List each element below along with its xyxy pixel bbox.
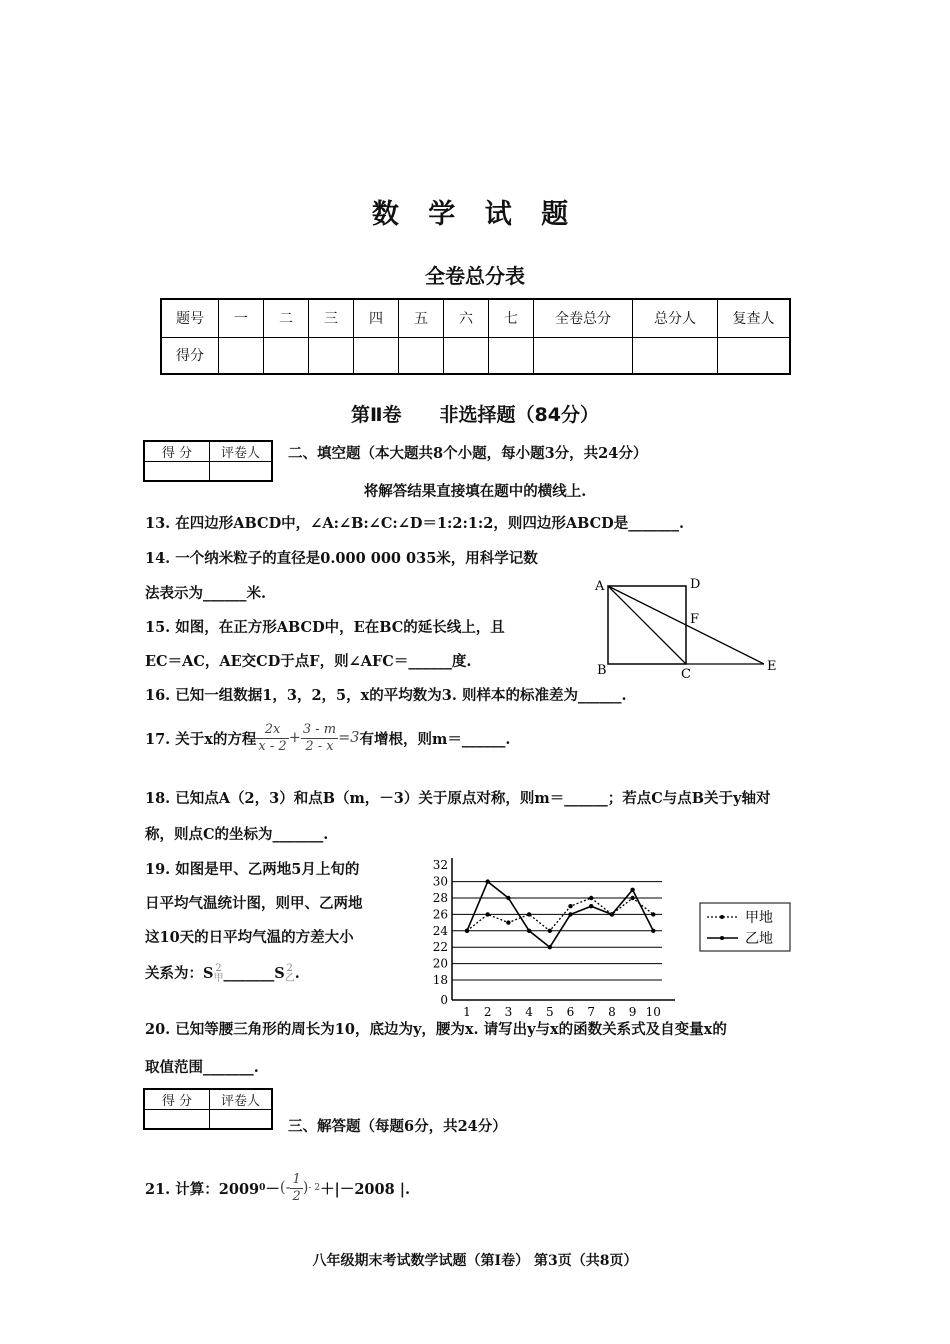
score-cell: 复查人 [718, 299, 791, 337]
x-tick-label: 8 [608, 1005, 616, 1019]
equals-three: =3 [338, 730, 360, 746]
question-19-line4: 关系为：S 2 甲 _______S 2 乙 . [145, 963, 300, 984]
score-cell: 四 [354, 299, 399, 337]
data-point [506, 920, 510, 924]
data-point [589, 896, 593, 900]
score-cell: 全卷总分 [534, 299, 633, 337]
part2-heading: 二、填空题（本大题共8个小题，每小题3分，共24分） [288, 445, 648, 462]
x-tick-label: 7 [587, 1005, 596, 1019]
question-21 [145, 1166, 410, 1210]
score-input-cell[interactable] [399, 337, 444, 374]
grader-table-2 [143, 1088, 273, 1130]
data-point [651, 929, 655, 933]
question-16: 16. 已知一组数据1，3，2，5，x的平均数为3. 则样本的标准差为______. [145, 687, 627, 704]
label-e: E [767, 659, 777, 674]
score-input-cell[interactable] [219, 337, 264, 374]
data-point [527, 912, 531, 916]
question-19-line2: 日平均气温统计图，则甲、乙两地 [145, 895, 363, 912]
grader-cell[interactable] [210, 1110, 273, 1130]
data-point [548, 929, 552, 933]
question-15-line1: 15. 如图，在正方形ABCD中，E在BC的延长线上，且 [145, 619, 505, 636]
question-15-line2: EC＝AC，AE交CD于点F，则∠AFC＝______度. [145, 653, 472, 670]
part3-heading: 三、解答题（每题6分，共24分） [288, 1118, 507, 1135]
data-point [568, 912, 572, 916]
x-tick-label: 5 [545, 1005, 554, 1019]
data-point [630, 888, 634, 892]
y-tick-label: 30 [432, 874, 448, 889]
x-tick-label: 4 [525, 1005, 533, 1019]
y-tick-label: 0 [440, 993, 448, 1007]
score-input-cell[interactable] [264, 337, 309, 374]
label-f: F [690, 612, 700, 627]
x-tick-label: 2 [483, 1005, 492, 1019]
grader-header: 得 分 [144, 441, 210, 462]
legend-label-jia: 甲地 [745, 910, 773, 926]
y-tick-label: 26 [432, 907, 448, 922]
y-tick-label: 20 [432, 956, 448, 971]
x-tick-label: 6 [566, 1005, 575, 1019]
data-point [610, 912, 614, 916]
data-point [465, 929, 469, 933]
score-cell: 五 [399, 299, 444, 337]
y-tick-label: 28 [432, 891, 448, 905]
chart-legend [700, 903, 790, 951]
q21-prefix: 21. 计算：2009 [145, 1180, 260, 1198]
question-18-line2: 称，则点C的坐标为_______. [145, 826, 329, 843]
q21-fraction: $\frac{1}{2}$ [292, 1171, 301, 1204]
q17-fraction-1: $\frac{2x}{x - 2}$ [258, 721, 287, 754]
x-tick-label: 9 [628, 1005, 637, 1019]
question-14-line1: 14. 一个纳米粒子的直径是0.000 000 035米，用科学记数 [145, 550, 538, 567]
score-input-cell[interactable] [718, 337, 791, 374]
total-score-table [160, 298, 791, 375]
y-tick-label: 32 [432, 858, 448, 873]
q21-close: ) [302, 1180, 309, 1196]
score-table-title: 全卷总分表 [425, 264, 525, 288]
part2-instruction: 将解答结果直接填在题中的横线上. [363, 483, 587, 500]
data-point [651, 912, 655, 916]
question-13: 13. 在四边形ABCD中，∠A:∠B:∠C:∠D＝1:2:1:2，则四边形ABCD是_______. [145, 515, 685, 532]
page-title: 数 学 试 题 [371, 199, 579, 230]
score-cell: 一 [219, 299, 264, 337]
score-cell: 题号 [161, 299, 219, 337]
data-point [548, 945, 552, 949]
score-cell: 六 [444, 299, 489, 337]
score-row-label: 得分 [161, 337, 219, 374]
y-tick-label: 24 [432, 923, 448, 938]
score-input-cell[interactable] [444, 337, 489, 374]
x-tick-label: 1 [463, 1005, 471, 1019]
grader-header: 评卷人 [210, 1089, 273, 1110]
label-b: B [597, 663, 607, 678]
grader-cell[interactable] [144, 1110, 210, 1130]
q21-exp0: 0 [259, 1183, 266, 1193]
q21-exp: - 2 [308, 1183, 321, 1193]
plus-sign: + [288, 730, 301, 746]
grader-cell[interactable] [210, 462, 273, 482]
grader-cell[interactable] [144, 462, 210, 482]
q21-minus: － [265, 1180, 280, 1198]
q17-suffix: 有增根，则m＝______. [359, 730, 511, 748]
question-19-line1: 19. 如图是甲、乙两地5月上旬的 [145, 861, 360, 878]
x-tick-label: 3 [504, 1005, 513, 1019]
y-tick-label: 18 [432, 973, 448, 987]
question-17 [145, 716, 510, 760]
q21-open: (- [279, 1180, 291, 1196]
grader-header: 评卷人 [210, 441, 273, 462]
question-19-line3: 这10天的日平均气温的方差大小 [145, 929, 354, 946]
question-18-line1: 18. 已知点A（2，3）和点B（m，－3）关于原点对称，则m＝______；若点C与点B关于y轴对 [145, 790, 771, 807]
q17-fraction-2: $\frac{3 - m}{2 - x}$ [302, 721, 337, 754]
data-point [527, 929, 531, 933]
grader-table [143, 440, 273, 482]
score-cell: 七 [489, 299, 534, 337]
label-d: D [690, 577, 701, 592]
data-point [589, 904, 593, 908]
score-cell: 三 [309, 299, 354, 337]
data-point [486, 879, 490, 883]
score-input-cell[interactable] [309, 337, 354, 374]
q17-prefix: 17. 关于x的方程 [145, 730, 257, 748]
data-point [486, 912, 490, 916]
diagonal-ac [608, 586, 686, 664]
label-c: C [681, 667, 691, 682]
score-input-cell[interactable] [489, 337, 534, 374]
page-footer: 八年级期末考试数学试题（第Ⅰ卷） 第3页（共8页） [312, 1253, 638, 1269]
score-input-cell[interactable] [354, 337, 399, 374]
score-cell: 二 [264, 299, 309, 337]
grader-header: 得 分 [144, 1089, 210, 1110]
score-cell: 总分人 [633, 299, 718, 337]
data-point [568, 904, 572, 908]
data-point [630, 896, 634, 900]
label-a: A [595, 579, 605, 594]
square-figure [590, 572, 790, 682]
q21-suffix: ＋|－2008 |. [320, 1180, 411, 1198]
score-input-cell[interactable] [633, 337, 718, 374]
question-14-line2: 法表示为______米. [145, 585, 267, 602]
question-20-line1: 20. 已知等腰三角形的周长为10，底边为y，腰为x. 请写出y与x的函数关系式及自变量x的 [145, 1021, 727, 1038]
section-heading: 第Ⅱ卷 非选择题（84分） [351, 404, 599, 426]
score-input-cell[interactable] [534, 337, 633, 374]
temperature-line-chart [420, 850, 800, 1020]
question-20-line2: 取值范围_______. [145, 1059, 259, 1076]
data-point [506, 896, 510, 900]
y-tick-label: 22 [432, 940, 448, 955]
legend-label-yi: 乙地 [745, 931, 773, 947]
x-tick-label: 10 [645, 1005, 661, 1019]
